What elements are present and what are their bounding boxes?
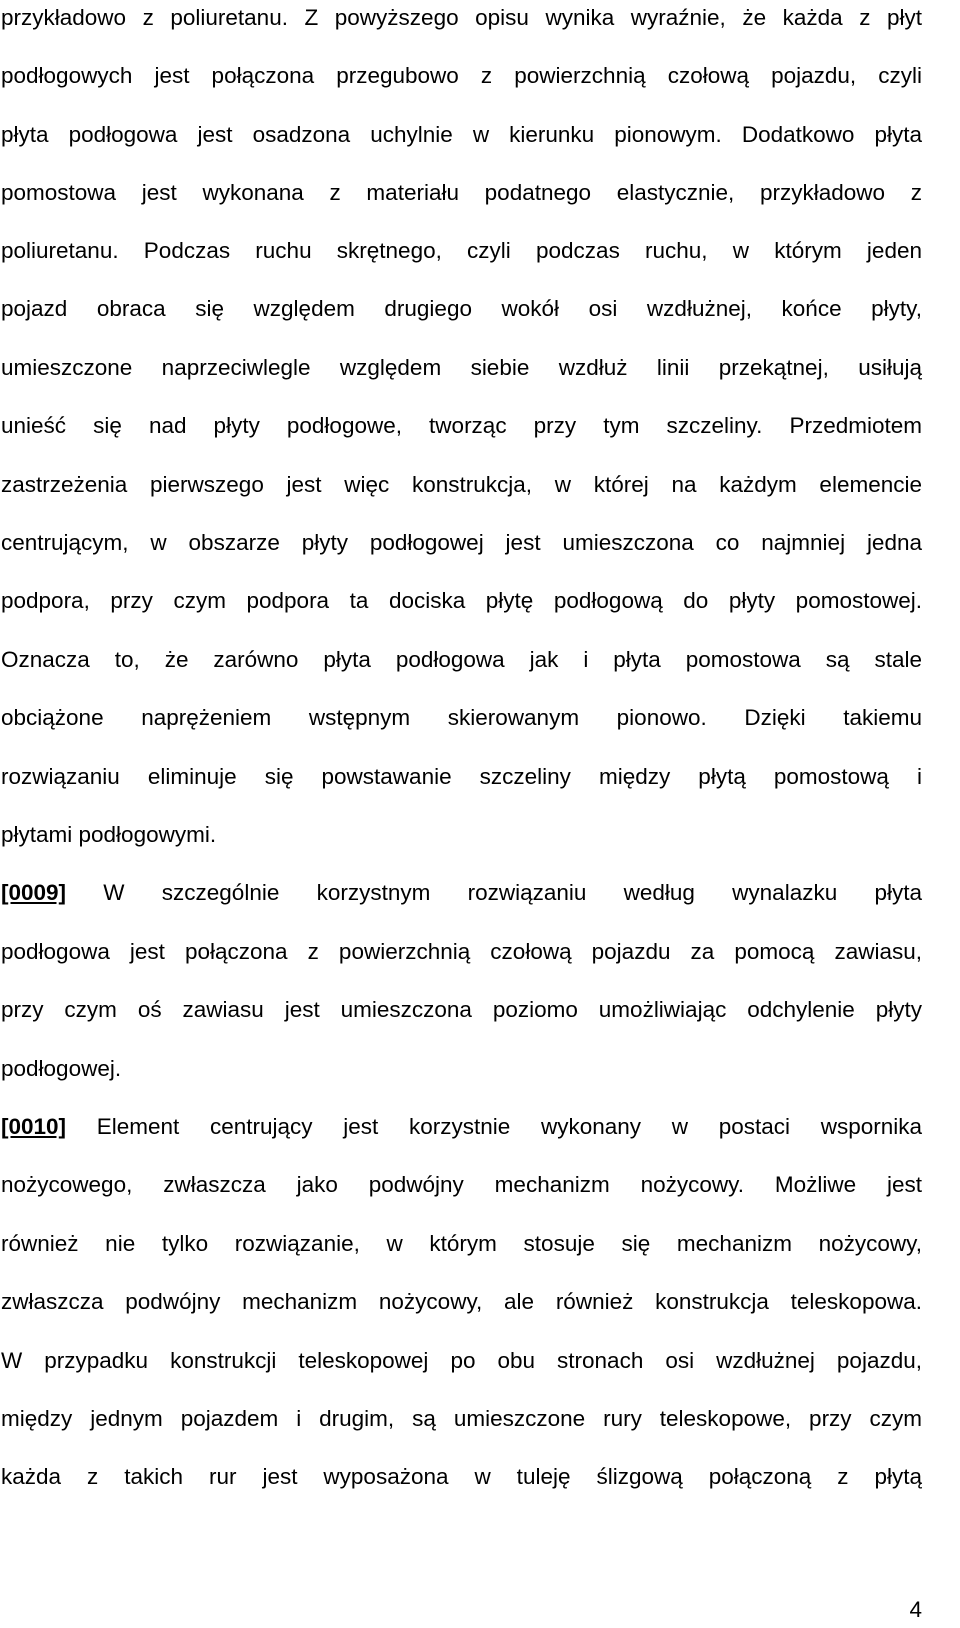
text-line: przy czym oś zawiasu jest umieszczona poziomo umożliwiając odchylenie płyty — [1, 997, 922, 1022]
text-line: również nie tylko rozwiązanie, w którym stosuje się mechanizm nożycowy, — [1, 1231, 922, 1256]
text-line: płyta podłogowa jest osadzona uchylnie w kierunku pionowym. Dodatkowo płyta — [1, 122, 922, 147]
text-line: umieszczone naprzeciwlegle względem siebie wzdłuż linii przekątnej, usiłują — [1, 355, 922, 380]
text-line: między jednym pojazdem i drugim, są umieszczone rury teleskopowe, przy czym — [1, 1406, 922, 1431]
text-line: Element centrujący jest korzystnie wykonany w postaci wspornika — [96, 1114, 922, 1139]
text-line: pomostowa jest wykonana z materiału podatnego elastycznie, przykładowo z — [1, 180, 922, 205]
text-line: W przypadku konstrukcji teleskopowej po obu stronach osi wzdłużnej pojazdu, — [1, 1348, 922, 1373]
text-line: podłogowa jest połączona z powierzchnią czołową pojazdu za pomocą zawiasu, — [1, 939, 922, 964]
text-line: Oznacza to, że zarówno płyta podłogowa jak i płyta pomostowa są stale — [1, 647, 922, 672]
text-line: W szczególnie korzystnym rozwiązaniu według wynalazku płyta — [103, 880, 922, 905]
paragraph-0010-first-line — [1, 1113, 922, 1141]
paragraph-number-label: [0010] — [1, 1114, 67, 1139]
paragraph-number-label: [0009] — [1, 880, 67, 905]
text-line: centrującym, w obszarze płyty podłogowej jest umieszczona co najmniej jedna — [1, 530, 922, 555]
text-line: pojazd obraca się względem drugiego wokół osi wzdłużnej, końce płyty, — [1, 296, 922, 321]
text-line: poliuretanu. Podczas ruchu skrętnego, czyli podczas ruchu, w którym jeden — [1, 238, 922, 263]
text-line: zastrzeżenia pierwszego jest więc konstrukcja, w której na każdym elemencie — [1, 472, 922, 497]
paragraph-0009-first-line — [1, 879, 922, 907]
text-line: obciążone naprężeniem wstępnym skierowanym pionowo. Dzięki takiemu — [1, 705, 922, 730]
text-line: płytami podłogowymi. — [1, 822, 217, 847]
text-line: podłogowych jest połączona przegubowo z powierzchnią czołową pojazdu, czyli — [1, 63, 922, 88]
text-line: każda z takich rur jest wyposażona w tuleję ślizgową połączoną z płytą — [1, 1464, 922, 1489]
text-line: zwłaszcza podwójny mechanizm nożycowy, ale również konstrukcja teleskopowa. — [1, 1289, 922, 1314]
text-line: unieść się nad płyty podłogowe, tworząc przy tym szczeliny. Przedmiotem — [1, 413, 922, 438]
text-line: przykładowo z poliuretanu. Z powyższego opisu wynika wyraźnie, że każda z płyt — [1, 5, 922, 30]
text-line: nożycowego, zwłaszcza jako podwójny mechanizm nożycowy. Możliwe jest — [1, 1172, 922, 1197]
text-line: rozwiązaniu eliminuje się powstawanie szczeliny między płytą pomostową i — [1, 764, 922, 789]
page-number: 4 — [909, 1597, 922, 1622]
text-line: podpora, przy czym podpora ta dociska płytę podłogową do płyty pomostowej. — [1, 588, 922, 613]
text-line: podłogowej. — [1, 1056, 122, 1081]
